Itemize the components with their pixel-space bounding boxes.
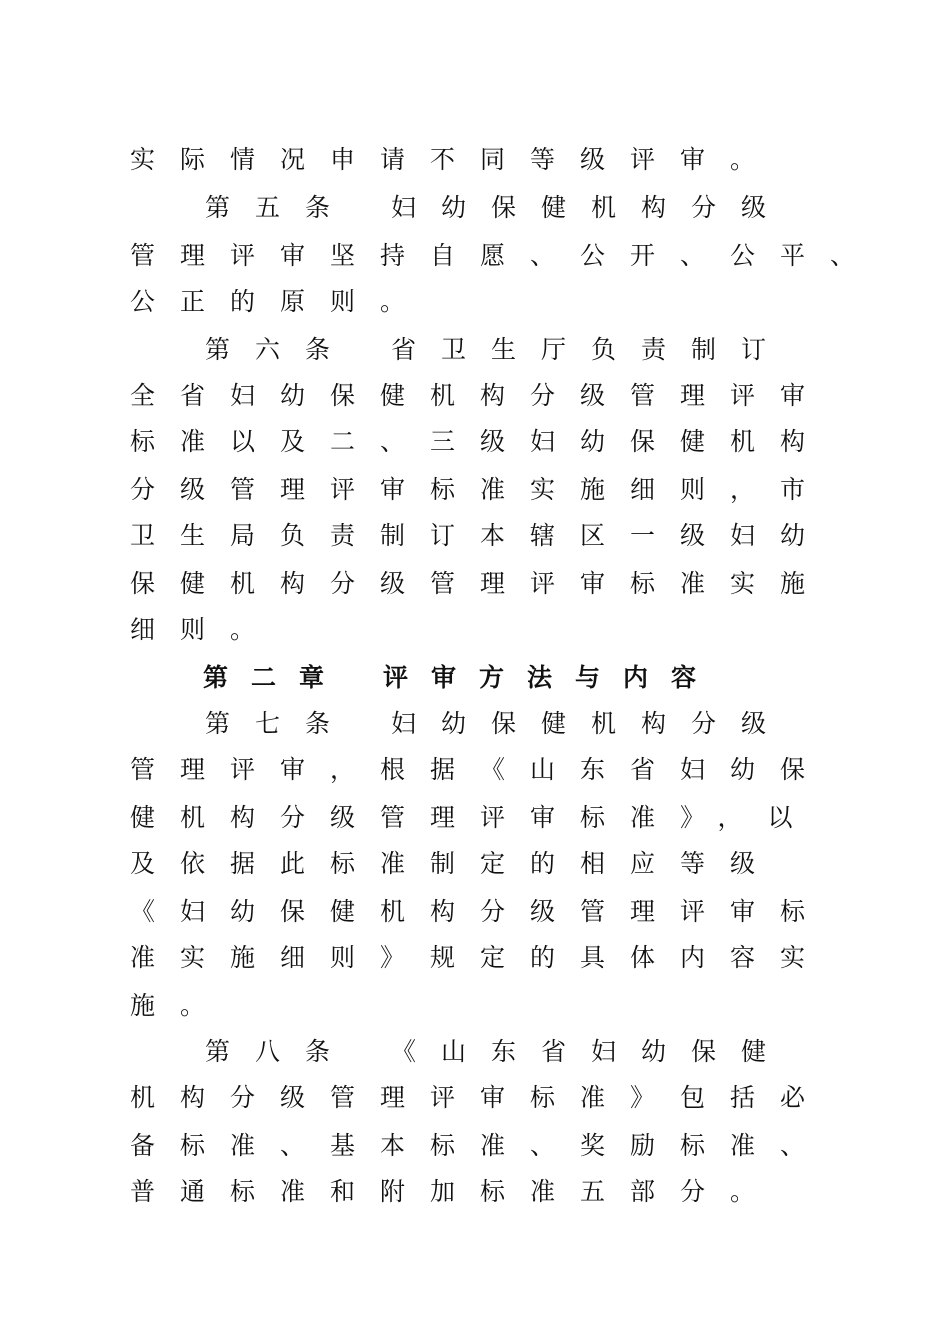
- paragraph-line: 卫生局负责制订本辖区一级妇幼: [130, 521, 831, 550]
- article-label: 第七条: [205, 709, 356, 738]
- paragraph-line: 公正的原则。: [130, 287, 431, 316]
- paragraph-line: 全省妇幼保健机构分级管理评审: [130, 381, 831, 410]
- chapter-label: 第二章: [203, 663, 348, 692]
- article-7-line: [205, 704, 791, 744]
- paragraph-line: 标准以及二、三级妇幼保健机构: [130, 427, 831, 456]
- paragraph-line: 健机构分级管理评审标准》，以: [130, 803, 818, 832]
- article-5-line: [205, 188, 791, 228]
- paragraph-line: 细则。: [130, 615, 281, 644]
- paragraph-line: 普通标准和附加标准五部分。: [130, 1177, 781, 1206]
- paragraph-line: 机构分级管理评审标准》包括必: [130, 1083, 831, 1112]
- article-8-line: [205, 1032, 791, 1072]
- paragraph-line: 管理评审坚持自愿、公开、公平、: [130, 241, 881, 270]
- paragraph-line: 实际情况申请不同等级评审。: [130, 145, 781, 174]
- paragraph-line: 管理评审，根据《山东省妇幼保: [130, 755, 831, 784]
- article-label: 第六条: [205, 335, 356, 364]
- paragraph-line: 《妇幼保健机构分级管理评审标: [130, 897, 831, 926]
- paragraph-line: 准实施细则》规定的具体内容实: [130, 943, 831, 972]
- paragraph-line: 及依据此标准制定的相应等级: [130, 849, 781, 878]
- article-6-line: [205, 330, 791, 370]
- chapter-title: 评审方法与内容: [383, 663, 720, 692]
- article-text: 《山东省妇幼保健: [391, 1037, 792, 1066]
- paragraph-line: 施。: [130, 991, 231, 1020]
- paragraph-line: 保健机构分级管理评审标准实施: [130, 569, 831, 598]
- article-text: 妇幼保健机构分级: [391, 193, 792, 222]
- article-label: 第八条: [205, 1037, 356, 1066]
- article-text: 妇幼保健机构分级: [391, 709, 792, 738]
- article-label: 第五条: [205, 193, 356, 222]
- paragraph-line: 分级管理评审标准实施细则，市: [130, 475, 831, 504]
- chapter-2-heading: [203, 658, 719, 698]
- paragraph-line: 备标准、基本标准、奖励标准、: [130, 1131, 831, 1160]
- article-text: 省卫生厅负责制订: [391, 335, 792, 364]
